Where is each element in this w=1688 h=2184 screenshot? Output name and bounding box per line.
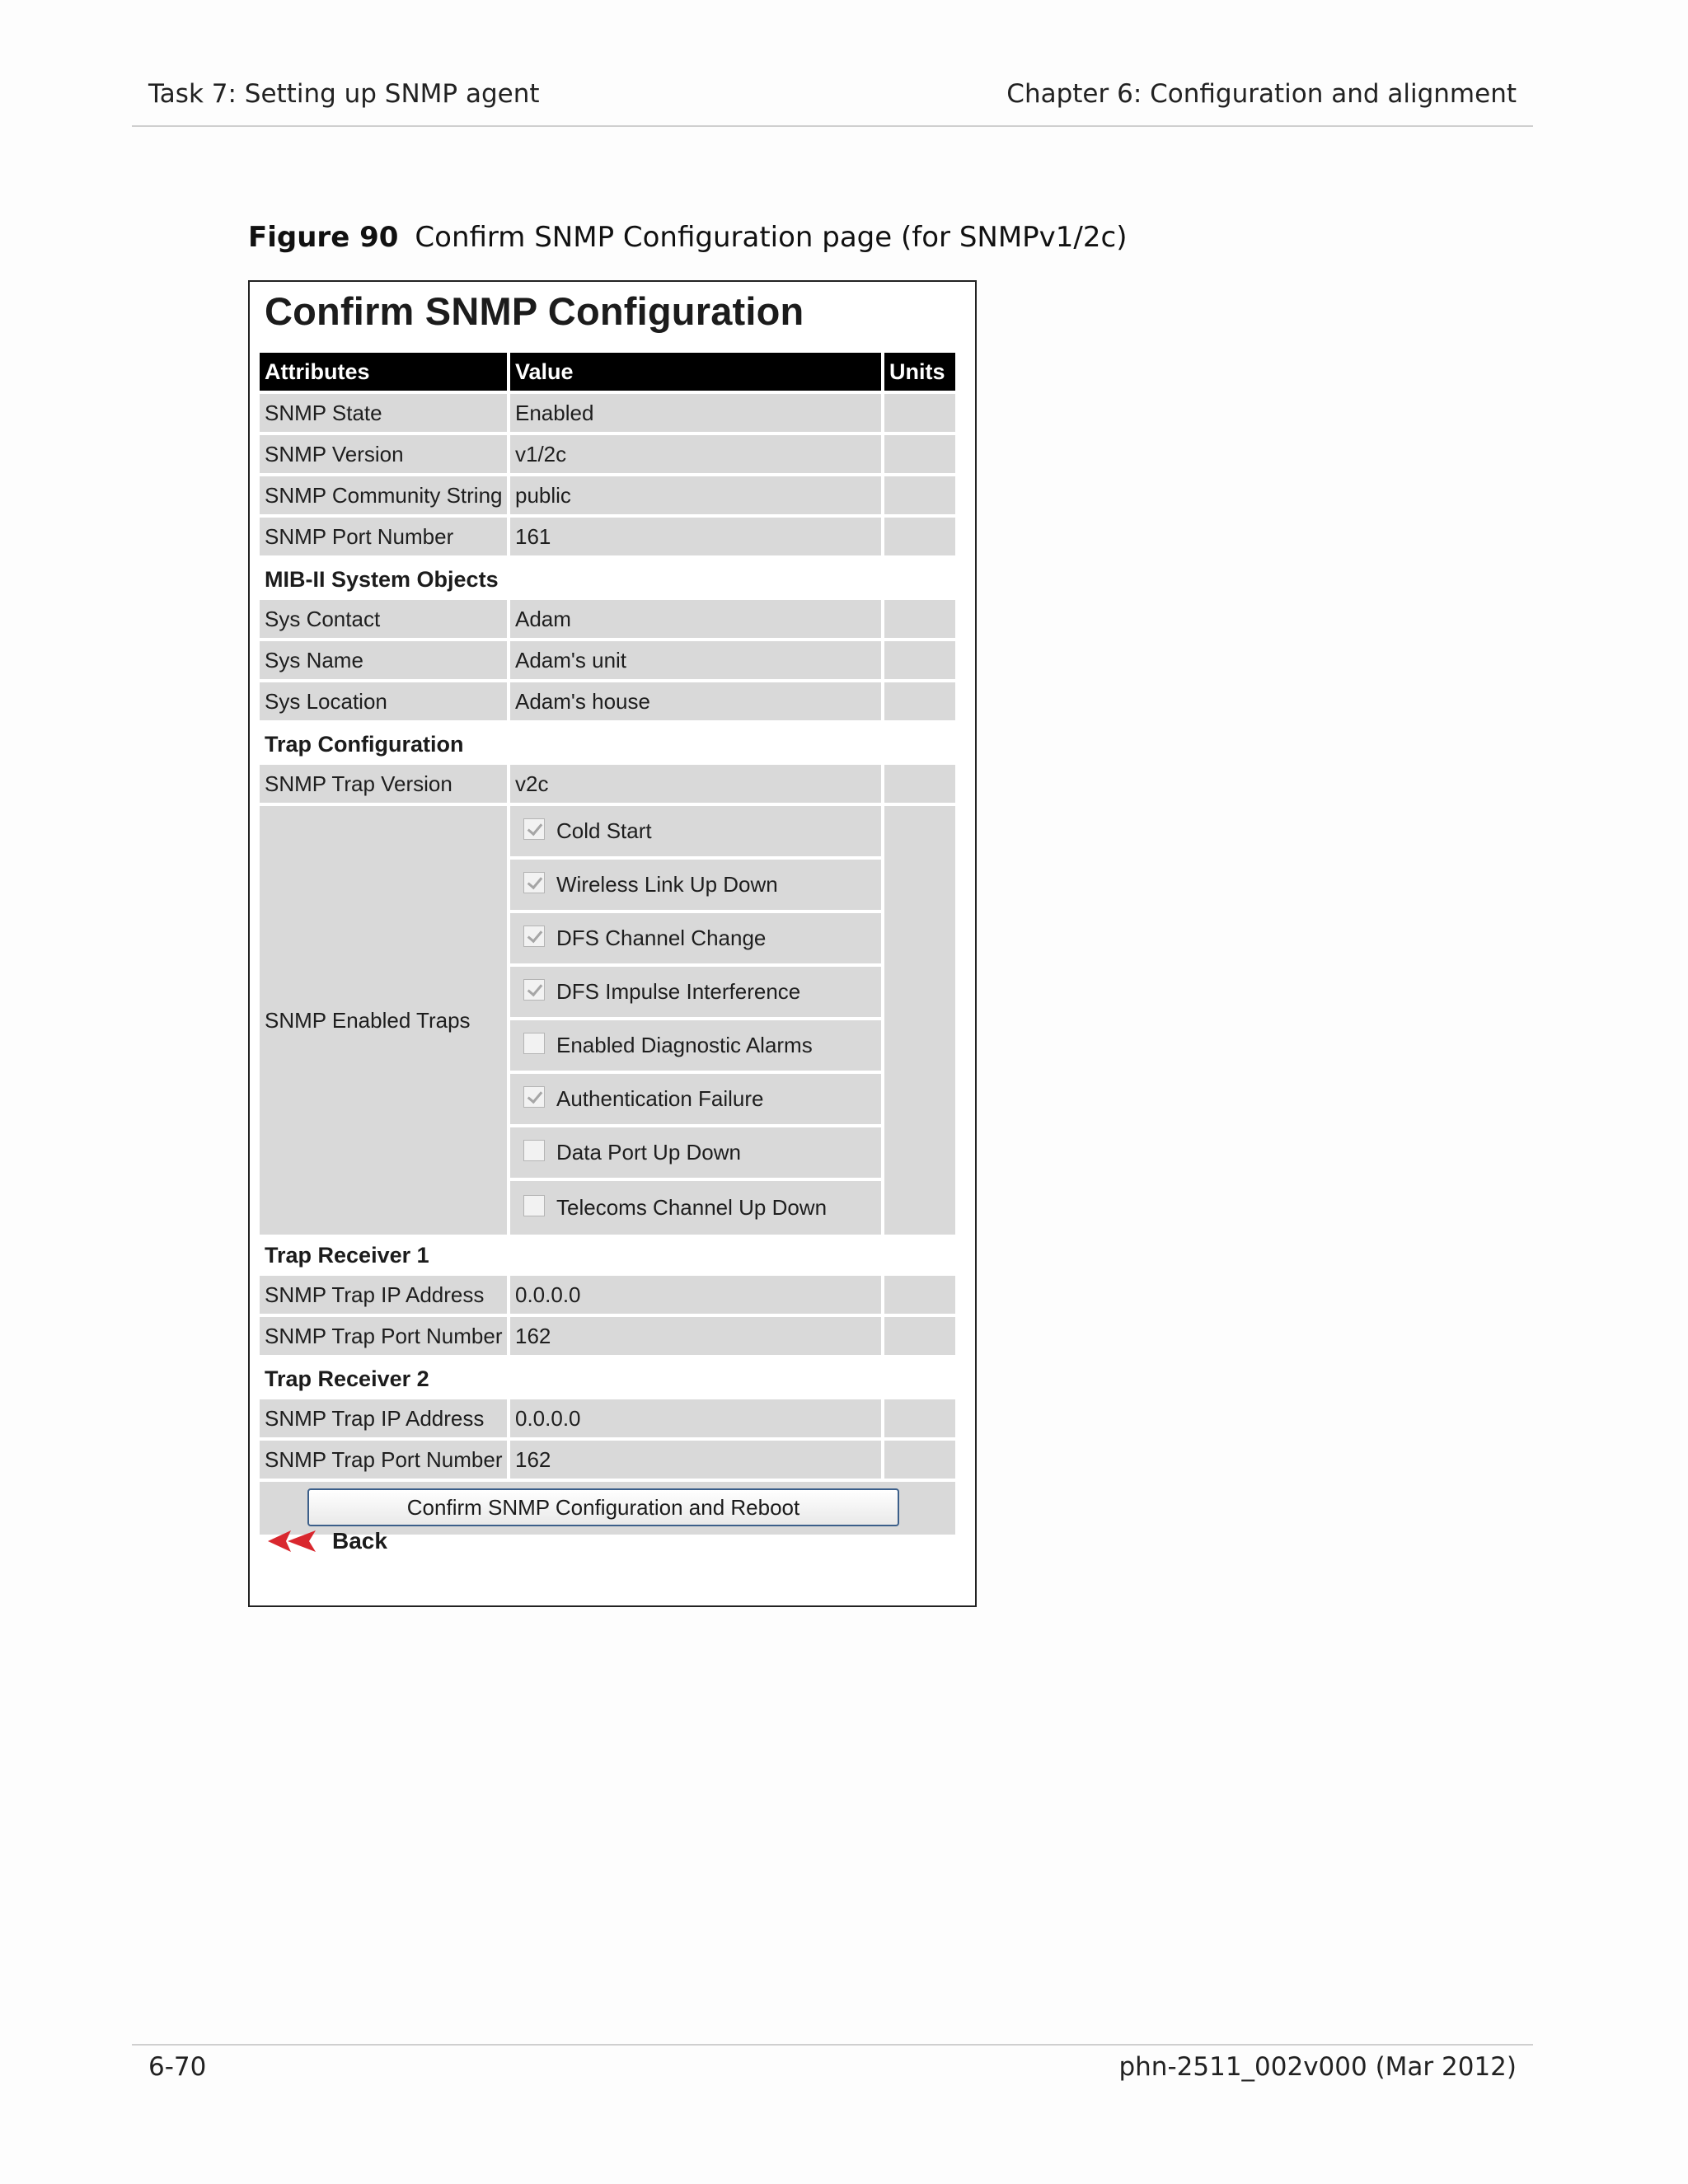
attribute-value: 0.0.0.0: [510, 1276, 881, 1317]
figure-caption-text: Confirm SNMP Configuration page (for SNMPv1/2c): [415, 221, 1128, 254]
section-heading-mib: MIB-II System Objects: [265, 567, 499, 592]
section-heading-trap-configuration: Trap Configuration: [265, 732, 464, 757]
attribute-label: Sys Contact: [260, 600, 507, 641]
trap-option-label: DFS Channel Change: [556, 926, 767, 950]
section-heading-row: [260, 1235, 955, 1276]
table-row: [260, 1441, 955, 1482]
attribute-value: 162: [510, 1441, 881, 1482]
attribute-units: [884, 476, 955, 518]
attribute-label: SNMP Version: [260, 435, 507, 476]
section-heading-trap-receiver-1: Trap Receiver 1: [265, 1243, 429, 1268]
attribute-value: Adam's unit: [510, 641, 881, 682]
attribute-units: [884, 1441, 955, 1482]
section-heading-row: [260, 1358, 955, 1399]
section-heading-trap-receiver-2: Trap Receiver 2: [265, 1366, 429, 1391]
page-title: Confirm SNMP Configuration: [265, 289, 804, 333]
attribute-value: Enabled: [510, 394, 881, 435]
attribute-label: SNMP Trap Port Number: [260, 1317, 507, 1358]
header-chapter-title: Chapter 6: Configuration and alignment: [1006, 79, 1517, 109]
attribute-label: SNMP Port Number: [260, 518, 507, 559]
trap-option-telecoms-channel-up-down: [510, 1181, 881, 1235]
table-row: [260, 600, 955, 641]
enabled-traps-label: [260, 806, 507, 1235]
table-row: [260, 394, 955, 435]
table-row: [260, 435, 955, 476]
attribute-label: SNMP Community String: [260, 476, 507, 518]
checkbox[interactable]: [523, 1140, 545, 1161]
figure-number: Figure 90: [248, 221, 399, 254]
table-row: [260, 765, 955, 806]
trap-option-label: Wireless Link Up Down: [556, 872, 778, 897]
enabled-traps-units: [884, 806, 955, 1235]
attribute-value: v1/2c: [510, 435, 881, 476]
attribute-units: [884, 682, 955, 724]
attribute-units: [884, 765, 955, 806]
trap-option-label: Telecoms Channel Up Down: [556, 1195, 828, 1220]
trap-option-dfs-channel-change: [510, 913, 881, 963]
checkbox[interactable]: [523, 926, 545, 947]
attribute-label: SNMP State: [260, 394, 507, 435]
action-row: [260, 1482, 955, 1535]
footer-rule: [132, 2044, 1533, 2046]
attribute-units: [884, 600, 955, 641]
table-header-row: [260, 353, 955, 394]
trap-option-label: Data Port Up Down: [556, 1140, 741, 1165]
trap-option-label: Cold Start: [556, 818, 652, 843]
attribute-value: v2c: [510, 765, 881, 806]
back-label: Back: [332, 1528, 387, 1554]
attribute-value: public: [510, 476, 881, 518]
attribute-units: [884, 1399, 955, 1441]
attribute-label: Sys Location: [260, 682, 507, 724]
trap-option-data-port-up-down: [510, 1127, 881, 1178]
attribute-label: SNMP Trap Version: [260, 765, 507, 806]
trap-option-authentication-failure: [510, 1074, 881, 1124]
figure-caption: [248, 221, 1127, 254]
section-heading-row: [260, 559, 955, 600]
table-row: [260, 641, 955, 682]
attribute-units: [884, 641, 955, 682]
attribute-label: SNMP Trap Port Number: [260, 1441, 507, 1482]
page-number: 6-70: [148, 2052, 207, 2082]
config-table: [260, 353, 955, 1535]
attribute-value: 0.0.0.0: [510, 1399, 881, 1441]
column-header-attributes: Attributes: [260, 353, 507, 394]
arrow-left-outer: [268, 1530, 291, 1552]
attribute-value: 161: [510, 518, 881, 559]
table-row: [260, 1399, 955, 1441]
checkbox[interactable]: [523, 979, 545, 1001]
checkbox[interactable]: [523, 1033, 545, 1054]
attribute-label: SNMP Trap IP Address: [260, 1399, 507, 1441]
table-row: [260, 476, 955, 518]
checkbox[interactable]: [523, 1086, 545, 1108]
trap-option-dfs-impulse-interference: [510, 967, 881, 1017]
trap-option-label: Authentication Failure: [556, 1086, 764, 1111]
table-row: [260, 518, 955, 559]
checkbox[interactable]: [523, 872, 545, 893]
trap-option-label: Enabled Diagnostic Alarms: [556, 1033, 813, 1057]
attribute-value: 162: [510, 1317, 881, 1358]
document-id: phn-2511_002v000 (Mar 2012): [1118, 2052, 1517, 2082]
column-header-units: Units: [884, 353, 955, 394]
column-header-value: Value: [510, 353, 881, 394]
back-link[interactable]: [268, 1528, 387, 1554]
attribute-units: [884, 1317, 955, 1358]
table-row: [260, 682, 955, 724]
confirm-and-reboot-button[interactable]: Confirm SNMP Configuration and Reboot: [307, 1488, 899, 1526]
attribute-units: [884, 518, 955, 559]
enabled-traps-label-text: SNMP Enabled Traps: [265, 1007, 471, 1033]
double-left-arrow-icon: [268, 1529, 317, 1554]
arrow-left-inner: [288, 1530, 316, 1552]
trap-option-wireless-link-up-down: [510, 860, 881, 910]
attribute-value: Adam's house: [510, 682, 881, 724]
table-row: [260, 1276, 955, 1317]
trap-option-label: DFS Impulse Interference: [556, 979, 801, 1004]
figure-frame: [248, 280, 977, 1607]
table-row: [260, 1317, 955, 1358]
section-heading-row: [260, 724, 955, 765]
attribute-units: [884, 1276, 955, 1317]
attribute-label: Sys Name: [260, 641, 507, 682]
attribute-units: [884, 394, 955, 435]
header-rule: [132, 125, 1533, 127]
header-section-title: Task 7: Setting up SNMP agent: [148, 79, 540, 109]
enabled-traps-block: [260, 806, 955, 1235]
trap-option-enabled-diagnostic-alarms: [510, 1020, 881, 1071]
checkbox[interactable]: [523, 1195, 545, 1216]
checkbox[interactable]: [523, 818, 545, 840]
attribute-units: [884, 435, 955, 476]
attribute-label: SNMP Trap IP Address: [260, 1276, 507, 1317]
attribute-value: Adam: [510, 600, 881, 641]
trap-option-cold-start: [510, 806, 881, 856]
